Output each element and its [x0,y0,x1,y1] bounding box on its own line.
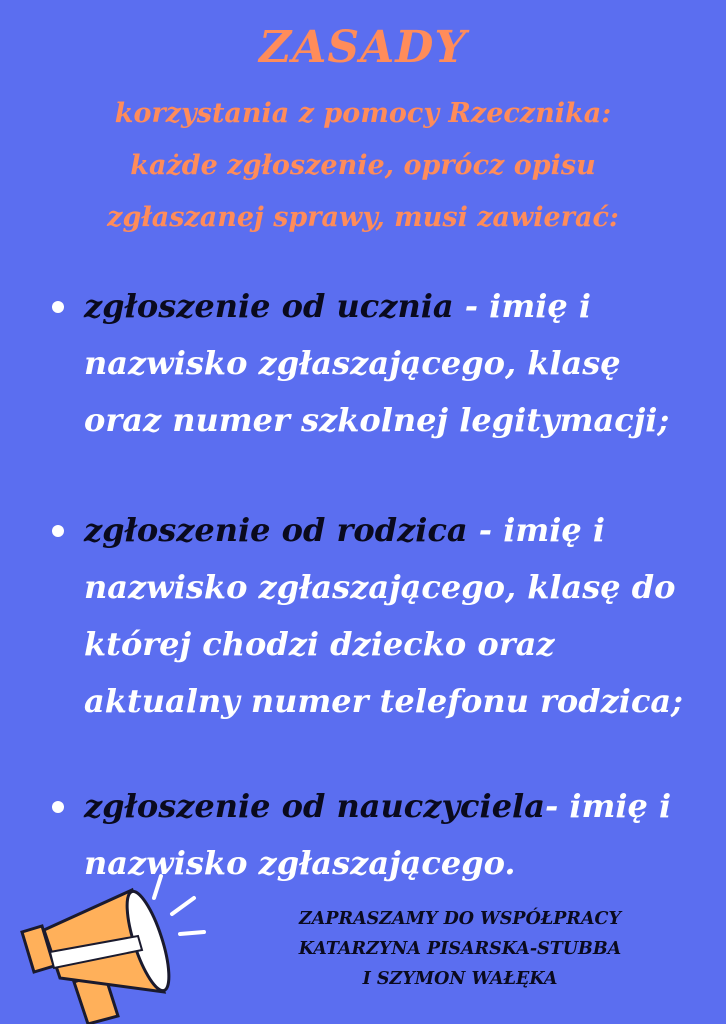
subtitle-line-3: zgłaszanej sprawy, musi zawierać: [107,202,619,233]
rule-text: - imię i nazwisko zgłaszającego, klasę oraz numer szkolnej legitymacji; [84,287,670,439]
bullet-dot [52,525,64,537]
rule-key: zgłoszenie od ucznia [84,287,454,325]
bullet-dot [52,301,64,313]
page-title: ZASADY [259,22,467,73]
rule-key: zgłoszenie od rodzica [84,511,468,549]
footer-line-2: KATARZYNA PISARSKA-STUBBA [298,939,622,959]
rule-key: zgłoszenie od nauczyciela [84,787,545,825]
subtitle-line-1: korzystania z pomocy Rzecznika: [114,98,612,129]
rule-text: - imię i nazwisko zgłaszającego, klasę do której chodzi dziecko oraz aktualny numer telefonu rodzica; [84,511,683,720]
megaphone-icon [14,870,229,1024]
rule-item-parent [84,502,704,730]
footer-line-1: ZAPRASZAMY DO WSPÓŁPRACY [299,909,621,929]
rule-item-student [84,278,704,449]
bullet-dot [52,801,64,813]
subtitle [20,88,706,244]
footer-invitation [240,904,680,994]
rule-text: - imię i nazwisko zgłaszającego. [84,787,672,882]
subtitle-line-2: każde zgłoszenie, oprócz opisu [130,150,596,181]
footer-line-3: I SZYMON WAŁĘKA [362,969,558,989]
